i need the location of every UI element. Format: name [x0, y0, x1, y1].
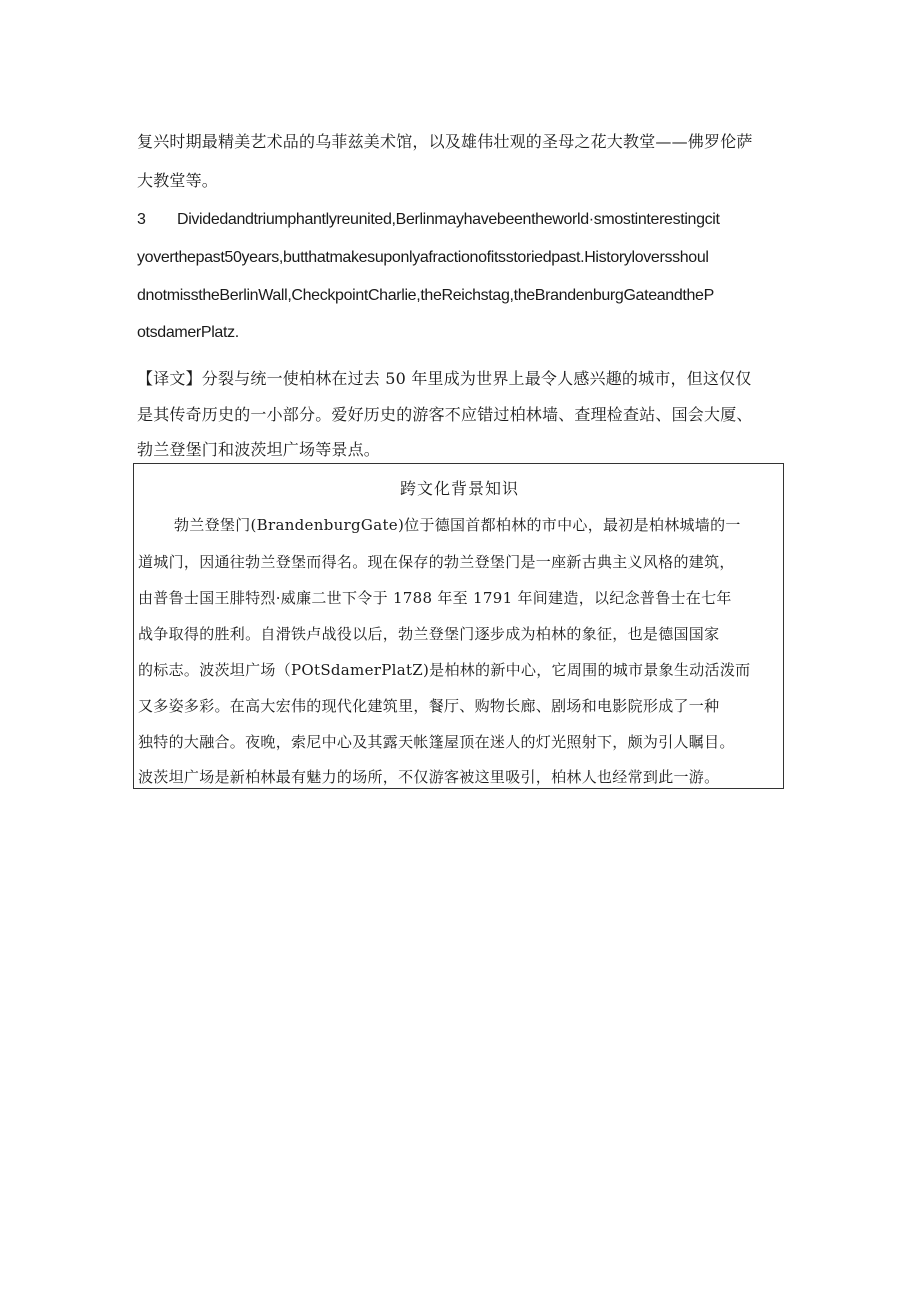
english-line-4: otsdamerPlatz.	[137, 324, 239, 341]
culture-line-2: 道城门，因通往勃兰登堡而得名。现在保存的勃兰登堡门是一座新古典主义风格的建筑，	[138, 553, 735, 571]
english-line-1-text: Dividedandtriumphantlyreunited,Berlinmayhavebeentheworld·smostinterestingcit	[177, 211, 720, 228]
culture-line-5: 的标志。波茨坦广场（POtSdamerPlatZ)是柏林的新中心，它周围的城市景象生动活泼而	[138, 661, 751, 679]
translation-line-2: 是其传奇历史的一小部分。爱好历史的游客不应错过柏林墙、查理检查站、国会大厦、	[137, 405, 753, 424]
english-line-2: yoverthepast50years,butthatmakesuponlyafractionofitsstoriedpast.Historyloversshoul	[137, 249, 709, 266]
english-line-3: dnotmisstheBerlinWall,CheckpointCharlie,theReichstag,theBrandenburgGateandtheP	[137, 287, 714, 304]
culture-box-title: 跨文化背景知识	[399, 479, 519, 498]
intro-line-1: 复兴时期最精美艺术品的乌菲兹美术馆，以及雄伟壮观的圣母之花大教堂——佛罗伦萨	[137, 132, 753, 151]
english-line-1	[137, 210, 720, 230]
culture-line-3: 由普鲁士国王腓特烈·威廉二世下令于 1788 年至 1791 年间建造，以纪念普鲁士在七年	[138, 589, 732, 607]
culture-line-1: 勃兰登堡门(BrandenburgGate)位于德国首都柏林的市中心，最初是柏林城墙的一	[174, 516, 741, 534]
culture-line-7: 独特的大融合。夜晚，索尼中心及其露天帐篷屋顶在迷人的灯光照射下，颇为引人瞩目。	[138, 733, 735, 751]
passage-number: 3	[137, 211, 146, 228]
culture-line-6: 又多姿多彩。在高大宏伟的现代化建筑里，餐厅、购物长廊、剧场和电影院形成了一种	[138, 697, 720, 715]
intro-line-2: 大教堂等。	[137, 171, 219, 190]
translation-line-1: 【译文】分裂与统一使柏林在过去 50 年里成为世界上最令人感兴趣的城市，但这仅仅	[137, 369, 752, 388]
translation-line-3: 勃兰登堡门和波茨坦广场等景点。	[137, 440, 381, 459]
culture-line-8: 波茨坦广场是新柏林最有魅力的场所，不仅游客被这里吸引，柏林人也经常到此一游。	[138, 768, 720, 786]
culture-knowledge-box	[133, 463, 784, 789]
culture-line-4: 战争取得的胜利。自滑铁卢战役以后，勃兰登堡门逐步成为柏林的象征，也是德国国家	[138, 625, 720, 643]
